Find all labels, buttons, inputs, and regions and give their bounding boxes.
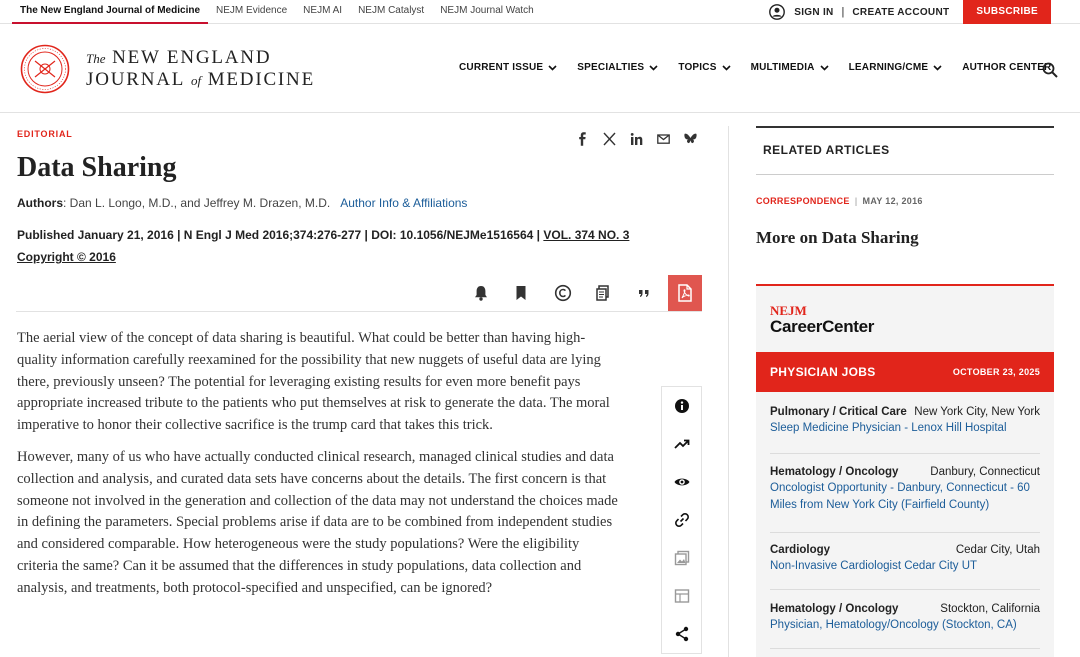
- author-info-link[interactable]: Author Info & Affiliations: [340, 196, 468, 210]
- chevron-down-icon: [933, 65, 942, 71]
- authors-line: [17, 196, 467, 210]
- top-bar: [0, 0, 1080, 24]
- job-listing[interactable]: [770, 544, 1040, 590]
- pdf-download-button[interactable]: [668, 275, 702, 311]
- chevron-down-icon: [548, 65, 557, 71]
- job-title-link[interactable]: Non-Invasive Cardiologist Cedar City UT: [770, 560, 978, 572]
- job-location: New York City, New York: [914, 406, 1040, 418]
- physician-jobs-date: OCTOBER 23, 2025: [952, 367, 1040, 377]
- chevron-down-icon: [649, 65, 658, 71]
- main-nav: [459, 62, 1071, 73]
- bluesky-icon[interactable]: [684, 132, 697, 146]
- nav-learning-cme[interactable]: [849, 62, 943, 73]
- table-icon[interactable]: [674, 588, 690, 604]
- authors-names: : Dan L. Longo, M.D., and Jeffrey M. Drazen, M.D.: [63, 196, 331, 210]
- authors-label: Authors: [17, 196, 63, 210]
- nav-label: MULTIMEDIA: [750, 62, 815, 73]
- linkedin-icon[interactable]: [630, 132, 643, 146]
- nav-label: TOPICS: [678, 62, 717, 73]
- related-article-category[interactable]: CORRESPONDENCE: [756, 196, 850, 206]
- career-center-box: [756, 284, 1054, 657]
- sign-in-link[interactable]: SIGN IN: [794, 6, 834, 18]
- related-article-date: MAY 12, 2016: [862, 196, 923, 206]
- nejm-wordmark[interactable]: [86, 47, 315, 91]
- nav-author-center[interactable]: [962, 62, 1051, 73]
- network-link-journal-watch[interactable]: NEJM Journal Watch: [440, 5, 534, 16]
- copy-icon[interactable]: [594, 284, 612, 302]
- network-link-catalyst[interactable]: NEJM Catalyst: [358, 5, 425, 16]
- network-link-nejm[interactable]: The New England Journal of Medicine: [12, 0, 208, 24]
- job-listing[interactable]: [770, 466, 1040, 533]
- images-icon[interactable]: [674, 550, 690, 566]
- wordmark-of: of: [191, 73, 202, 88]
- article-toolbar: [16, 275, 702, 312]
- pdf-icon: [677, 284, 693, 302]
- article-title: Data Sharing: [17, 152, 177, 183]
- article-category[interactable]: EDITORIAL: [17, 129, 73, 139]
- user-icon[interactable]: [769, 4, 785, 20]
- wordmark-journal: JOURNAL: [86, 69, 185, 90]
- quote-icon[interactable]: [635, 284, 653, 302]
- job-title-link[interactable]: Physician, Hematology/Oncology (Stockton, CA): [770, 619, 1017, 631]
- network-link-ai[interactable]: NEJM AI: [303, 5, 343, 16]
- article-paragraph: However, many of us who have actually conducted clinical research, managed clinical studies and data collection and analysis, and curated data sets have concerns about the details. The first concern is that someone not involved in the generation and collection of the data may not understand the choices made in defining the parameters. Special problems arise if data are to be combined from independent studies and considered comparable. How heterogeneous were the study populations? Were the eligibility criteria the same? Can it be assumed that the differences in study populations, data collection and analysis, and treatments, both protocol-specified and unspecified, can be ignored?: [17, 448, 618, 596]
- job-title-link[interactable]: Oncologist Opportunity - Danbury, Connecticut - 60 Miles from New York City (Fairfield County): [770, 482, 1030, 511]
- nav-specialties[interactable]: [577, 62, 658, 73]
- job-listing[interactable]: [770, 406, 1040, 454]
- wordmark-medicine: MEDICINE: [207, 69, 315, 90]
- related-meta-separator: |: [854, 196, 858, 206]
- related-article-title[interactable]: More on Data Sharing: [756, 228, 919, 247]
- share-icon[interactable]: [674, 626, 690, 642]
- account-area: [769, 0, 1080, 24]
- chevron-down-icon: [722, 65, 731, 71]
- related-articles-header: [756, 126, 1054, 175]
- publication-info: [17, 224, 677, 268]
- nav-label: AUTHOR CENTER: [962, 62, 1052, 73]
- article-body: [17, 328, 623, 610]
- article-side-tools: [661, 386, 702, 654]
- x-icon[interactable]: [603, 132, 616, 146]
- career-center-logo-nejm: NEJM: [770, 303, 807, 318]
- physician-jobs-heading: PHYSICIAN JOBS: [770, 365, 876, 379]
- job-location: Danbury, Connecticut: [930, 466, 1040, 478]
- nav-label: CURRENT ISSUE: [459, 62, 544, 73]
- link-icon[interactable]: [674, 512, 690, 528]
- site-header: [0, 24, 1080, 113]
- related-articles-heading: RELATED ARTICLES: [763, 143, 890, 157]
- volume-link[interactable]: VOL. 374 NO. 3: [543, 228, 630, 242]
- info-icon[interactable]: [674, 398, 690, 414]
- nav-topics[interactable]: [678, 62, 730, 73]
- account-separator: |: [841, 6, 845, 18]
- nav-label: LEARNING/CME: [848, 62, 929, 73]
- wordmark-line1: NEW ENGLAND: [112, 47, 272, 68]
- bell-icon[interactable]: [472, 284, 490, 302]
- job-specialty: Hematology / Oncology: [770, 466, 899, 478]
- facebook-icon[interactable]: [576, 132, 589, 146]
- job-location: Cedar City, Utah: [955, 544, 1040, 556]
- column-divider: [728, 126, 729, 657]
- job-specialty: Hematology / Oncology: [770, 603, 899, 615]
- physician-jobs-header: [756, 352, 1054, 392]
- share-bar: [576, 132, 711, 146]
- article-paragraph: The aerial view of the concept of data sharing is beautiful. What could be better than having high-quality information carefully reexamined for the possibility that new nuggets of useful data are lying there, previously unseen? The potential for leveraging existing results for even more benefit pays appropriate increased tribute to the patients who put themselves at risk to generate the data. The moral imperative to honor their collective sacrifice is the trump card that takes this trick.: [17, 330, 610, 434]
- trending-icon[interactable]: [674, 436, 690, 452]
- bookmark-icon[interactable]: [512, 284, 530, 302]
- publication-details: Published January 21, 2016 | N Engl J Med 2016;374:276-277 | DOI: 10.1056/NEJMe1516564 |: [17, 228, 544, 242]
- related-article-meta: [756, 196, 923, 206]
- eye-icon[interactable]: [674, 474, 690, 490]
- career-center-logo[interactable]: [770, 304, 874, 336]
- copyright-link[interactable]: Copyright © 2016: [17, 250, 116, 264]
- nav-multimedia[interactable]: [751, 62, 829, 73]
- wordmark-the: The: [86, 51, 106, 66]
- subscribe-button[interactable]: SUBSCRIBE: [963, 0, 1051, 24]
- nejm-seal-logo[interactable]: [20, 44, 70, 94]
- job-specialty: Pulmonary / Critical Care: [770, 406, 907, 418]
- network-nav: [12, 0, 542, 24]
- career-center-logo-text: CareerCenter: [770, 317, 875, 336]
- job-listing[interactable]: [770, 603, 1040, 649]
- nav-current-issue[interactable]: [459, 62, 557, 73]
- copyright-icon[interactable]: [554, 284, 572, 302]
- network-link-evidence[interactable]: NEJM Evidence: [216, 5, 288, 16]
- nav-label: SPECIALTIES: [577, 62, 645, 73]
- job-title-link[interactable]: Sleep Medicine Physician - Lenox Hill Hospital: [770, 422, 1007, 434]
- search-icon[interactable]: [1042, 62, 1058, 78]
- job-location: Stockton, California: [940, 603, 1040, 615]
- email-icon[interactable]: [657, 132, 670, 146]
- job-specialty: Cardiology: [770, 544, 831, 556]
- create-account-link[interactable]: CREATE ACCOUNT: [852, 6, 950, 18]
- chevron-down-icon: [820, 65, 829, 71]
